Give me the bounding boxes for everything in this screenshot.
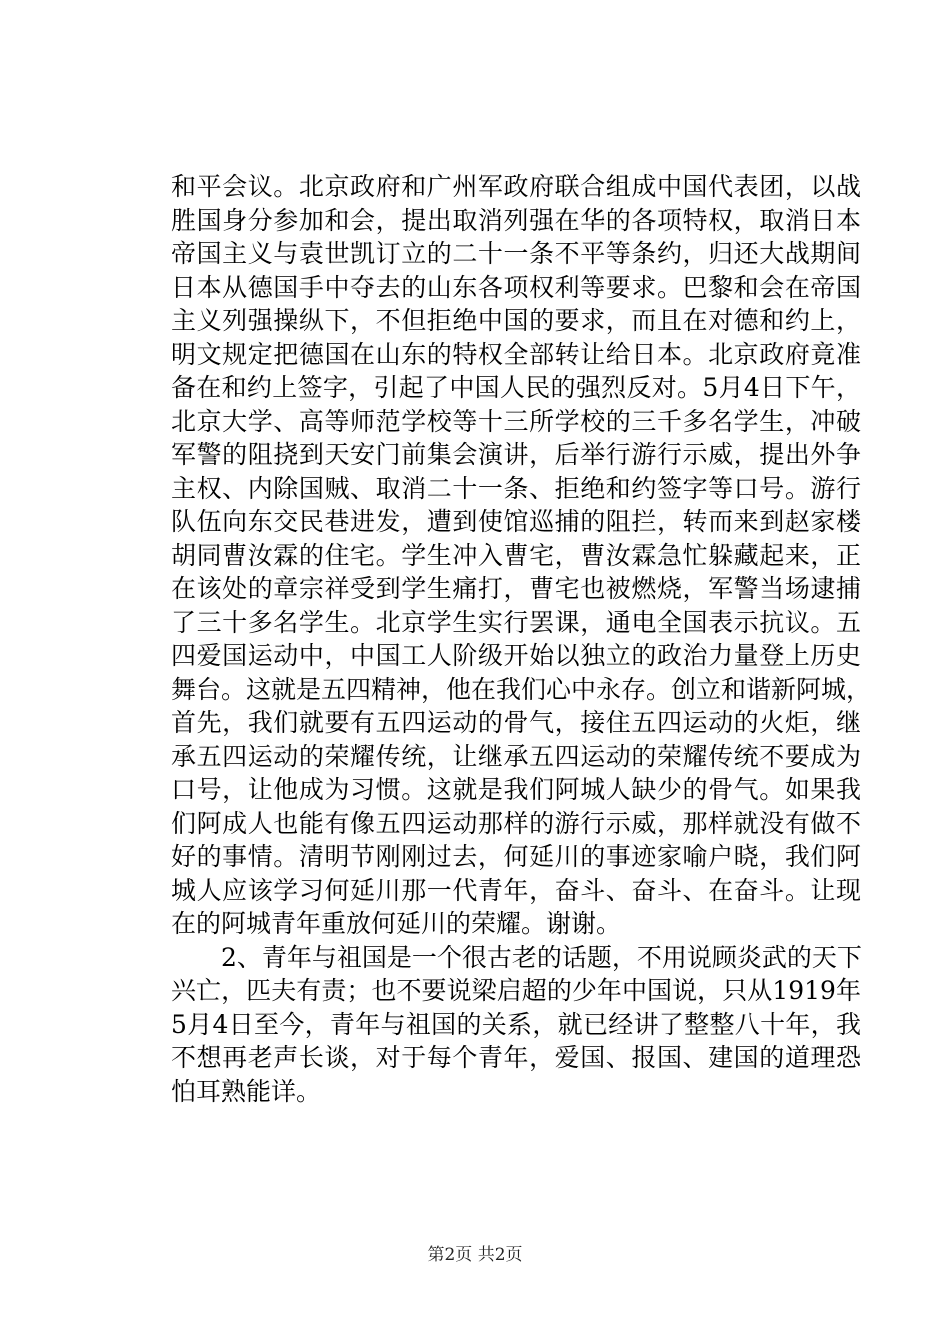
text-line: 明文规定把德国在山东的特权全部转让给日本。北京政府竟准 <box>171 339 861 369</box>
text-line: 不想再老声长谈，对于每个青年，爱国、报国、建国的道理恐 <box>171 1043 861 1072</box>
text-line: 承五四运动的荣耀传统，让继承五四运动的荣耀传统不要成为 <box>171 741 861 771</box>
page-footer <box>0 1244 950 1266</box>
text-line: 军警的阻挠到天安门前集会演讲，后举行游行示威，提出外争 <box>171 440 861 469</box>
text-line: 北京大学、高等师范学校等十三所学校的三千多名学生，冲破 <box>171 406 861 436</box>
text-line: 备在和约上签字，引起了中国人民的强烈反对。5月4日下午， <box>171 373 861 402</box>
text-line: 帝国主义与袁世凯订立的二十一条不平等条约，归还大战期间 <box>171 239 861 268</box>
text-line: 和平会议。北京政府和广州军政府联合组成中国代表团，以战 <box>171 172 861 201</box>
text-line: 四爱国运动中，中国工人阶级开始以独立的政治力量登上历史 <box>171 641 861 670</box>
paragraph-1 <box>171 170 872 941</box>
text-line: 胡同曹汝霖的住宅。学生冲入曹宅，曹汝霖急忙躲藏起来，正 <box>171 540 861 570</box>
text-line: 胜国身分参加和会，提出取消列强在华的各项特权，取消日本 <box>171 205 861 235</box>
text-line: 好的事情。清明节刚刚过去，何延川的事迹家喻户晓，我们阿 <box>171 842 861 871</box>
text-line: 口号，让他成为习惯。这就是我们阿城人缺少的骨气。如果我 <box>171 775 861 804</box>
text-line: 了三十多名学生。北京学生实行罢课，通电全国表示抗议。五 <box>171 607 861 637</box>
page-number: 第2页 共2页 <box>427 1245 523 1265</box>
text-line: 在的阿城青年重放何延川的荣耀。谢谢。 <box>171 909 622 938</box>
body-text <box>171 170 872 1108</box>
text-line: 主权、内除国贼、取消二十一条、拒绝和约签字等口号。游行 <box>171 473 861 503</box>
text-line: 怕耳熟能详。 <box>171 1076 322 1106</box>
text-line: 城人应该学习何延川那一代青年，奋斗、奋斗、在奋斗。让现 <box>171 875 861 905</box>
text-line: 主义列强操纵下，不但拒绝中国的要求，而且在对德和约上， <box>171 306 861 335</box>
text-line: 首先，我们就要有五四运动的骨气，接住五四运动的火炬，继 <box>171 708 861 737</box>
text-line: 2、青年与祖国是一个很古老的话题，不用说顾炎武的天下 <box>221 942 862 972</box>
text-line: 兴亡，匹夫有责；也不要说梁启超的少年中国说，只从1919年 <box>171 976 861 1005</box>
text-line: 队伍向东交民巷进发，遭到使馆巡捕的阻拦，转而来到赵家楼 <box>171 507 861 536</box>
text-line: 在该处的章宗祥受到学生痛打，曹宅也被燃烧，军警当场逮捕 <box>171 574 861 603</box>
paragraph-2 <box>171 941 861 1109</box>
text-line: 们阿成人也能有像五四运动那样的游行示威，那样就没有做不 <box>171 808 861 838</box>
text-line: 5月4日至今，青年与祖国的关系，就已经讲了整整八十年，我 <box>171 1009 861 1039</box>
text-line: 日本从德国手中夺去的山东各项权利等要求。巴黎和会在帝国 <box>171 272 861 302</box>
text-line: 舞台。这就是五四精神，他在我们心中永存。创立和谐新阿城， <box>171 674 872 704</box>
